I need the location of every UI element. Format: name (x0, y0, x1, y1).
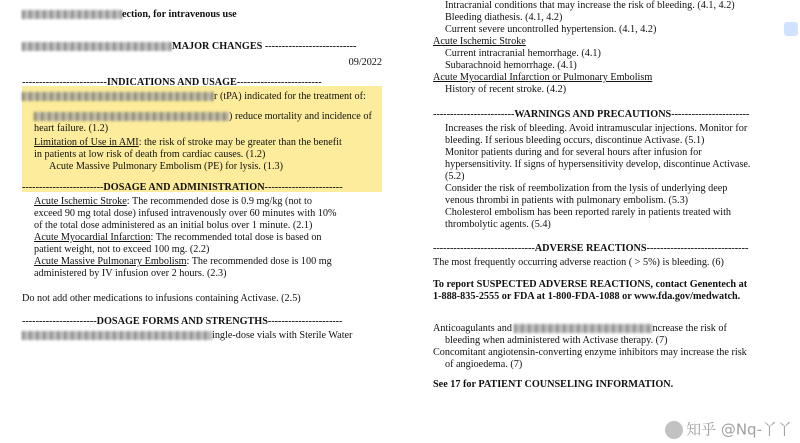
limitation-line2: in patients at low risk of death from cardiac causes. (1.2) (34, 149, 266, 160)
dosage-ami-line1: Acute Myocardial Infarction: The recommended total dose is based on (34, 232, 322, 243)
ci-line2: Bleeding diathesis. (4.1, 4.2) (445, 12, 563, 23)
dosage-header: ------------------------DOSAGE AND ADMINISTRATION----------------------- (22, 182, 343, 193)
indications-line1: r (tPA) indicated for the treatment of: (22, 91, 400, 103)
title-line: ection, for intravenous use (22, 9, 400, 21)
ci-line1: Intracranial conditions that may increase the risk of bleeding. (4.1, 4.2) (445, 0, 735, 11)
forms-header: ----------------------DOSAGE FORMS AND STRENGTHS---------------------- (22, 316, 343, 327)
ci-ami-label: Acute Myocardial Infarction or Pulmonary Embolism (433, 72, 653, 83)
dosage-ami-line2: patient weight, not to exceed 100 mg. (2.2) (34, 244, 210, 255)
drug-interaction-1b: bleeding when administered with Activase therapy. (7) (445, 335, 668, 346)
redacted-text (514, 324, 652, 333)
right-column (433, 0, 783, 391)
ci-ais-label: Acute Ischemic Stroke (433, 36, 526, 47)
dosage-pe-line2: administered by IV infusion over 2 hours. (2.3) (34, 268, 227, 279)
dosage-ais-line2: exceed 90 mg total dose) infused intravenously over 60 minutes with 10% (34, 208, 337, 219)
major-changes-date: 09/2022 (348, 57, 382, 68)
warnings-header: ------------------------WARNINGS AND PRECAUTIONS----------------------- (433, 109, 750, 120)
report-line1: To report SUSPECTED ADVERSE REACTIONS, contact Genentech at (433, 279, 748, 290)
redacted-text (34, 112, 229, 121)
drug-interaction-2b: of angioedema. (7) (445, 359, 523, 370)
limitation-line1: Limitation of Use in AMI: the risk of stroke may be greater than the benefit (34, 137, 342, 148)
drug-interaction-2a: Concomitant angiotensin-converting enzyme inhibitors may increase the risk (433, 347, 747, 358)
warn-4b: thrombolytic agents. (5.4) (445, 219, 551, 230)
redacted-text (22, 331, 212, 340)
left-column (22, 0, 400, 342)
report-line2: 1-888-835-2555 or FDA at 1-800-FDA-1088 or www.fda.gov/medwatch. (433, 291, 741, 302)
warn-4a: Cholesterol embolism has been reported rarely in patients treated with (445, 207, 732, 218)
dosage-ais-line1: Acute Ischemic Stroke: The recommended dose is 0.9 mg/kg (not to (34, 196, 312, 207)
adverse-header: ------------------------------ADVERSE REACTIONS------------------------------ (433, 243, 749, 254)
dosage-ais-line3: of the total dose administered as an initial bolus over 1 minute. (2.1) (34, 220, 313, 231)
forms-line: ingle-dose vials with Sterile Water (22, 330, 400, 342)
ci-ami-1: History of recent stroke. (4.2) (445, 84, 567, 95)
ci-ais-2: Subarachnoid hemorrhage. (4.1) (445, 60, 577, 71)
warn-2c: (5.2) (445, 171, 465, 182)
corner-badge-icon[interactable] (784, 22, 798, 36)
dosage-pe-line1: Acute Massive Pulmonary Embolism: The recommended dose is 100 mg (34, 256, 332, 267)
indications-line2: ) reduce mortality and incidence of (22, 111, 400, 123)
see-17-line: See 17 for PATIENT COUNSELING INFORMATION. (433, 379, 674, 390)
warn-2a: Monitor patients during and for several hours after infusion for (445, 147, 702, 158)
no-add-line: Do not add other medications to infusions containing Activase. (2.5) (22, 293, 301, 304)
warn-3a: Consider the risk of reembolization from the lysis of underlying deep (445, 183, 728, 194)
indications-line3: heart failure. (1.2) (34, 123, 109, 134)
warn-2b: hypersensitivity. If signs of hypersensitivity develop, discontinue Activase. (445, 159, 751, 170)
warn-3b: venous thrombi in patients with pulmonary embolism. (5.3) (445, 195, 689, 206)
ci-ais-1: Current intracranial hemorrhage. (4.1) (445, 48, 601, 59)
zhihu-logo-icon (665, 421, 683, 439)
warn-1b: bleeding. If serious bleeding occurs, discontinue Activase. (5.1) (445, 135, 705, 146)
ci-line3: Current severe uncontrolled hypertension. (4.1, 4.2) (445, 24, 657, 35)
warn-1a: Increases the risk of bleeding. Avoid intramuscular injections. Monitor for (445, 123, 748, 134)
indications-header: -------------------------INDICATIONS AND USAGE------------------------- (22, 77, 322, 88)
major-changes-header: MAJOR CHANGES --------------------------- (22, 41, 400, 53)
redacted-text (22, 92, 214, 101)
redacted-text (22, 10, 122, 19)
drug-interaction-1a: Anticoagulants and ncrease the risk of (433, 323, 727, 334)
watermark: 知乎 @Nq-丫丫 (665, 421, 792, 439)
redacted-text (22, 42, 172, 51)
adverse-line: The most frequently occurring adverse reaction ( > 5%) is bleeding. (6) (433, 257, 724, 268)
pe-indication-line: Acute Massive Pulmonary Embolism (PE) for lysis. (1.3) (49, 161, 284, 172)
